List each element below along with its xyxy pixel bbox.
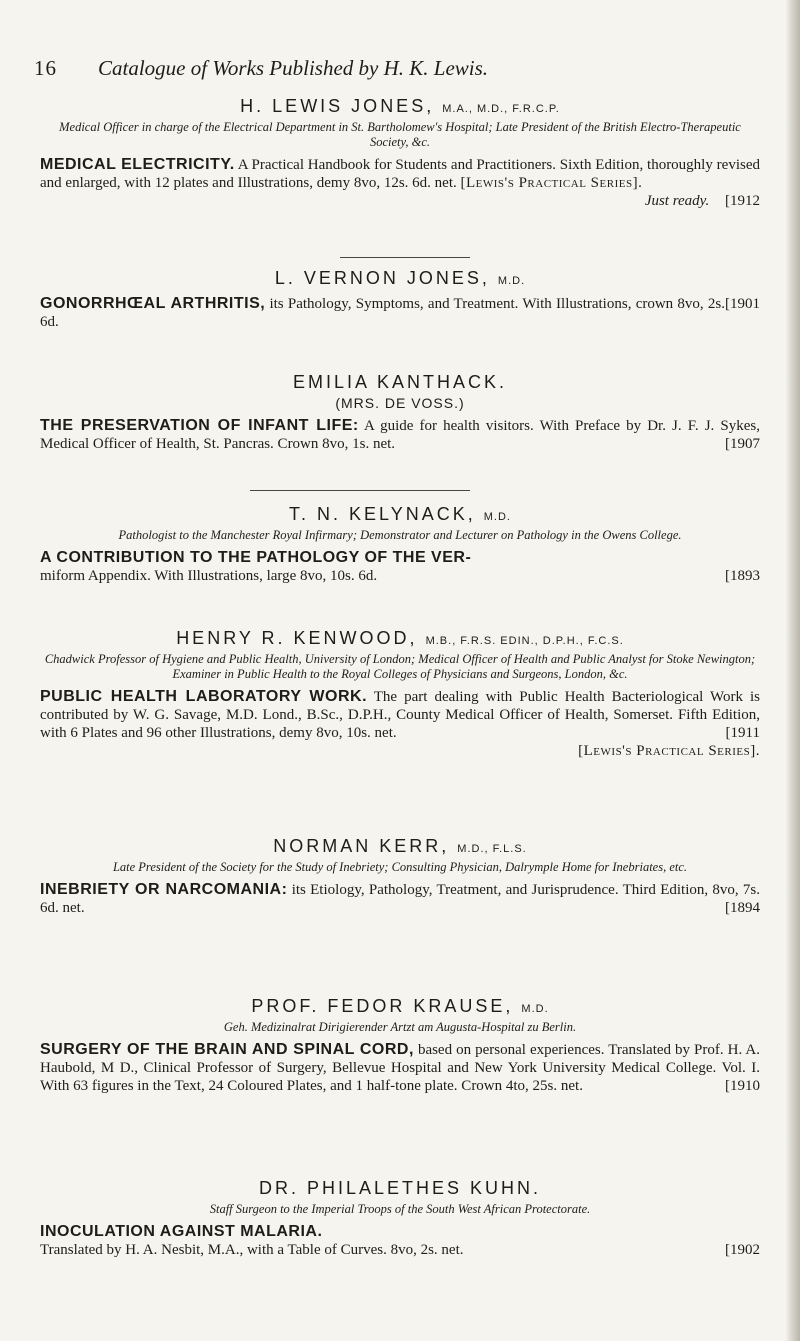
book-details: A guide for health visitors. With Preface by Dr. J. F. J. Sykes, Medical Officer of Health, St. Pancras. Crown 8vo, 1s. net. — [40, 418, 760, 452]
entry-description — [40, 881, 760, 917]
book-details: A Practical Handbook for Students and Practitioners. Sixth Edition, thoroughly revised and enlarged, with 12 plates and Illustrations, demy 8vo, 12s. 6d. net. — [40, 157, 760, 191]
author-heading — [40, 1178, 760, 1199]
author-heading — [40, 268, 760, 289]
publication-year: [1911 — [725, 725, 760, 741]
author-degrees: M.D., F.L.S. — [457, 843, 527, 855]
catalogue-entry — [40, 1178, 760, 1259]
author-heading — [40, 628, 760, 649]
publication-year: [1902 — [725, 1242, 760, 1258]
author-name: NORMAN KERR, — [273, 836, 450, 856]
catalogue-entry — [40, 372, 760, 453]
author-heading — [40, 96, 760, 117]
author-name: T. N. KELYNACK, — [289, 504, 476, 524]
book-title: A CONTRIBUTION TO THE PATHOLOGY OF THE VER- — [40, 549, 472, 566]
author-degrees: M.D. — [497, 275, 526, 287]
publication-status — [40, 192, 760, 210]
author-note: Late President of the Society for the Study of Inebriety; Consulting Physician, Dalrymple Home for Inebriates, etc. — [112, 860, 688, 874]
author-note: Pathologist to the Manchester Royal Infirmary; Demonstrator and Lecturer on Pathology in the Owens College. — [118, 528, 682, 542]
author-heading — [40, 836, 760, 857]
book-details: its Etiology, Pathology, Treatment, and Jurisprudence. Third Edition, 8vo, 7s. 6d. net. — [40, 882, 760, 916]
author-degrees: M.B., F.R.S. EDIN., D.P.H., F.C.S. — [425, 635, 624, 647]
entry-description — [40, 1223, 760, 1259]
status-text: Just ready. — [644, 193, 710, 209]
book-details: based on personal experiences. Translated by Prof. H. A. Haubold, M D., Clinical Professor of Surgery, Bellevue Hospital and New York University Medical College. Vol. I. With 63 figures in the Text, 24 Coloured Plates, and 1 half-tone plate. Crown 4to, 25s. net. — [40, 1042, 761, 1094]
author-name: PROF. FEDOR KRAUSE, — [251, 996, 514, 1016]
author-name: L. VERNON JONES, — [274, 268, 490, 288]
entry-description — [40, 688, 760, 760]
publication-year: [1912 — [725, 193, 760, 209]
catalogue-entry — [40, 628, 760, 760]
author-name: EMILIA KANTHACK. — [292, 372, 508, 392]
book-details: its Pathology, Symptoms, and Treatment. With Illustrations, crown 8vo, 2s. 6d. — [40, 296, 726, 330]
author-name: HENRY R. KENWOOD, — [176, 628, 418, 648]
page-header — [34, 56, 754, 86]
entry-description — [40, 417, 760, 453]
page-edge-shadow — [786, 0, 800, 1341]
entry-divider — [340, 257, 470, 258]
book-series: [Lewis's Practical Series]. — [460, 175, 643, 191]
author-note: Staff Surgeon to the Imperial Troops of the South West African Protectorate. — [209, 1202, 591, 1216]
catalogue-entry — [40, 96, 760, 210]
author-note: Chadwick Professor of Hygiene and Public Health, University of London; Medical Officer of Health and Public Analyst for Stoke Newington; Examiner in Public Health to the Royal Colleges of Physicians and Surgeons, London, &c. — [44, 652, 756, 681]
book-details: The part dealing with Public Health Bacteriological Work is contributed by W. G. Savage, M.D. Lond., B.Sc., D.P.H., County Medical Officer of Health, Somerset. Fifth Edition, with 6 Plates and 96 other Illustrations, demy 8vo, 10s. net. — [40, 689, 760, 741]
catalogue-entry — [40, 268, 760, 331]
book-title: THE PRESERVATION OF INFANT LIFE: — [40, 417, 359, 434]
entry-description — [40, 549, 760, 585]
author-degrees: M.A., M.D., F.R.C.P. — [442, 103, 560, 115]
publication-year: [1910 — [725, 1078, 760, 1094]
author-name: DR. PHILALETHES KUHN. — [258, 1178, 542, 1198]
running-title: Catalogue of Works Published by H. K. Lewis. — [98, 56, 489, 80]
publication-year: [1907 — [725, 436, 760, 452]
book-title: INEBRIETY OR NARCOMANIA: — [40, 881, 288, 898]
author-name: H. LEWIS JONES, — [240, 96, 435, 116]
catalogue-entry — [40, 996, 760, 1095]
author-degrees: M.D. — [521, 1003, 549, 1015]
author-note: Geh. Medizinalrat Dirigierender Artzt am Augusta-Hospital zu Berlin. — [223, 1020, 577, 1034]
catalogue-entry — [40, 504, 760, 585]
book-series: [Lewis's Practical Series]. — [578, 743, 760, 759]
author-heading — [40, 504, 760, 525]
page-number: 16 — [34, 56, 57, 80]
book-title: GONORRHŒAL ARTHRITIS, — [40, 295, 266, 312]
book-title: INOCULATION AGAINST MALARIA. — [40, 1223, 323, 1240]
entry-description — [40, 1041, 760, 1095]
author-heading — [40, 996, 760, 1017]
entry-description — [40, 156, 760, 210]
book-title: MEDICAL ELECTRICITY. — [40, 156, 235, 173]
publication-year: [1894 — [725, 900, 760, 916]
author-maiden-name: (MRS. DE VOSS.) — [335, 395, 465, 411]
book-title: PUBLIC HEALTH LABORATORY WORK. — [40, 688, 368, 705]
entry-divider — [250, 490, 470, 491]
publication-year: [1901 — [725, 296, 760, 312]
book-details: Translated by H. A. Nesbit, M.A., with a Table of Curves. 8vo, 2s. net. — [40, 1242, 464, 1258]
author-degrees: M.D. — [483, 511, 511, 523]
entry-description — [40, 295, 760, 331]
author-note: Medical Officer in charge of the Electrical Department in St. Bartholomew's Hospital; Late President of the British Electro-Therapeutic Society, &c. — [59, 120, 741, 149]
book-title: SURGERY OF THE BRAIN AND SPINAL CORD, — [40, 1041, 414, 1058]
catalogue-entry — [40, 836, 760, 917]
author-heading — [40, 372, 760, 393]
book-details: miform Appendix. With Illustrations, large 8vo, 10s. 6d. — [40, 568, 378, 584]
publication-year: [1893 — [725, 568, 760, 584]
